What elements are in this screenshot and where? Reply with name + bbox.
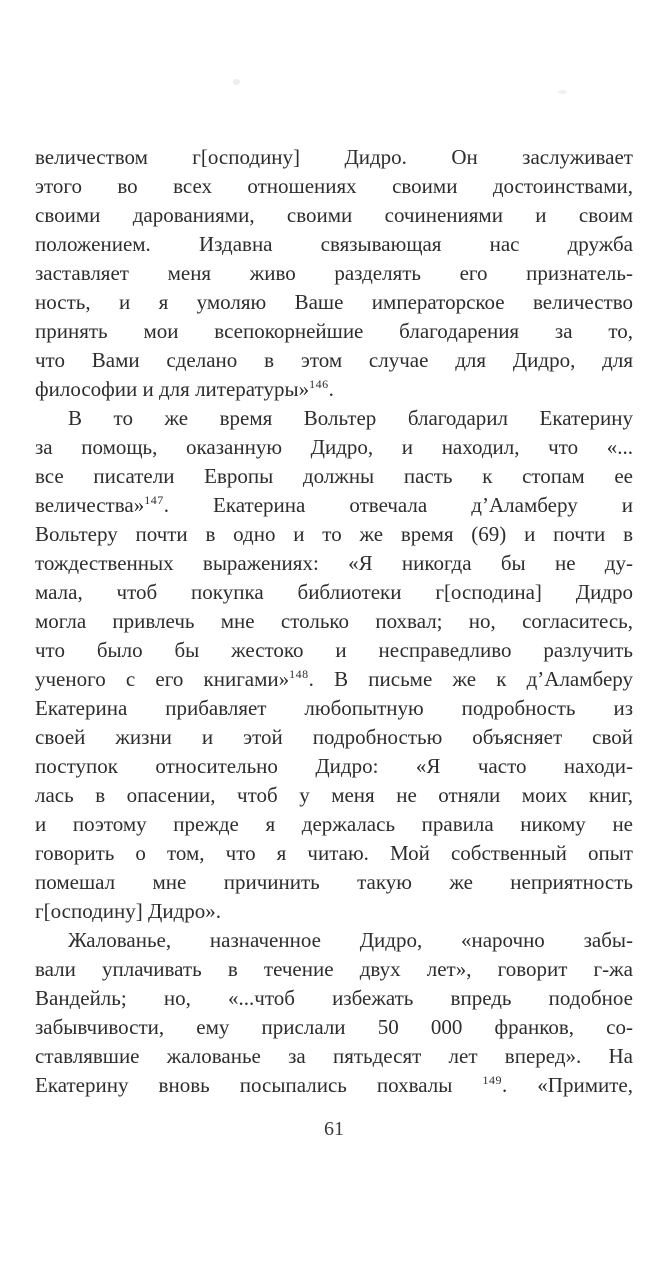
text-line: что было бы жестоко и несправедливо разлучить [35, 638, 633, 662]
text-line: ность, и я умоляю Ваше императорское величество [35, 290, 633, 314]
text-line: тождественных выражениях: «Я никогда бы не ду- [35, 551, 633, 575]
text-line: Вольтеру почти в одно и то же время (69) и почти в [35, 522, 633, 546]
text-line: Жалованье, назначенное Дидро, «нарочно забы- [68, 928, 633, 952]
text-line: Екатерина прибавляет любопытную подробность из [35, 696, 633, 720]
paragraph [35, 143, 633, 404]
text-line: В то же время Вольтер благодарил Екатерину [68, 406, 633, 430]
text-line: величеством г[осподину] Дидро. Он заслуживает [35, 145, 633, 169]
text-line: помешал мне причинить такую же неприятность [35, 870, 633, 894]
scan-artifact [233, 79, 240, 85]
footnote-ref: 146 [309, 377, 329, 391]
text-line: поступок относительно Дидро: «Я часто находи- [35, 754, 633, 778]
footnote-ref: 147 [144, 493, 164, 507]
footnote-ref: 149 [482, 1073, 502, 1087]
text-line: забывчивости, ему прислали 50 000 франков, со- [35, 1015, 633, 1039]
text-line: могла привлечь мне столько похвал; но, согласитесь, [35, 609, 633, 633]
text-line: за помощь, оказанную Дидро, и находил, что «... [35, 435, 633, 459]
paragraph [35, 926, 633, 1100]
text-line: своими дарованиями, своими сочинениями и своим [35, 203, 633, 227]
scan-artifact [558, 90, 567, 94]
text-line: что Вами сделано в этом случае для Дидро, для [35, 348, 633, 372]
text-line: ставлявшие жалованье за пятьдесят лет вперед». На [35, 1044, 633, 1068]
text-line: принять мои всепокорнейшие благодарения за то, [35, 319, 633, 343]
text-line: говорить о том, что я читаю. Мой собственный опыт [35, 841, 633, 865]
text-line: Екатерину вновь посыпались похвалы $^{149}$. «Примите, [35, 1073, 633, 1097]
paragraph [35, 404, 633, 926]
text-line: Вандейль; но, «...чтоб избежать впредь подобное [35, 986, 633, 1010]
text-line: величества»$^{147}$. Екатерина отвечала д’Аламберу и [35, 493, 633, 517]
text-line: философии и для литературы»$^{146}$. [35, 377, 334, 401]
text-line: этого во всех отношениях своими достоинствами, [35, 174, 633, 198]
text-line: вали уплачивать в течение двух лет», говорит г-жа [35, 957, 633, 981]
footnote-ref: 148 [289, 667, 309, 681]
text-block [35, 143, 633, 1100]
text-line: положением. Издавна связывающая нас дружба [35, 232, 633, 256]
text-line: мала, чтоб покупка библиотеки г[осподина] Дидро [35, 580, 633, 604]
page-number: 61 [324, 1118, 344, 1140]
text-line: г[осподину] Дидро». [35, 899, 221, 923]
text-line: и поэтому прежде я держалась правила никому не [35, 812, 633, 836]
text-line: своей жизни и этой подробностью объясняет свой [35, 725, 633, 749]
text-line: ученого с его книгами»$^{148}$. В письме же к д’Аламберу [35, 667, 633, 691]
text-line: все писатели Европы должны пасть к стопам ее [35, 464, 633, 488]
text-line: лась в опасении, чтоб у меня не отняли моих книг, [35, 783, 633, 807]
text-line: заставляет меня живо разделять его признатель- [35, 261, 633, 285]
